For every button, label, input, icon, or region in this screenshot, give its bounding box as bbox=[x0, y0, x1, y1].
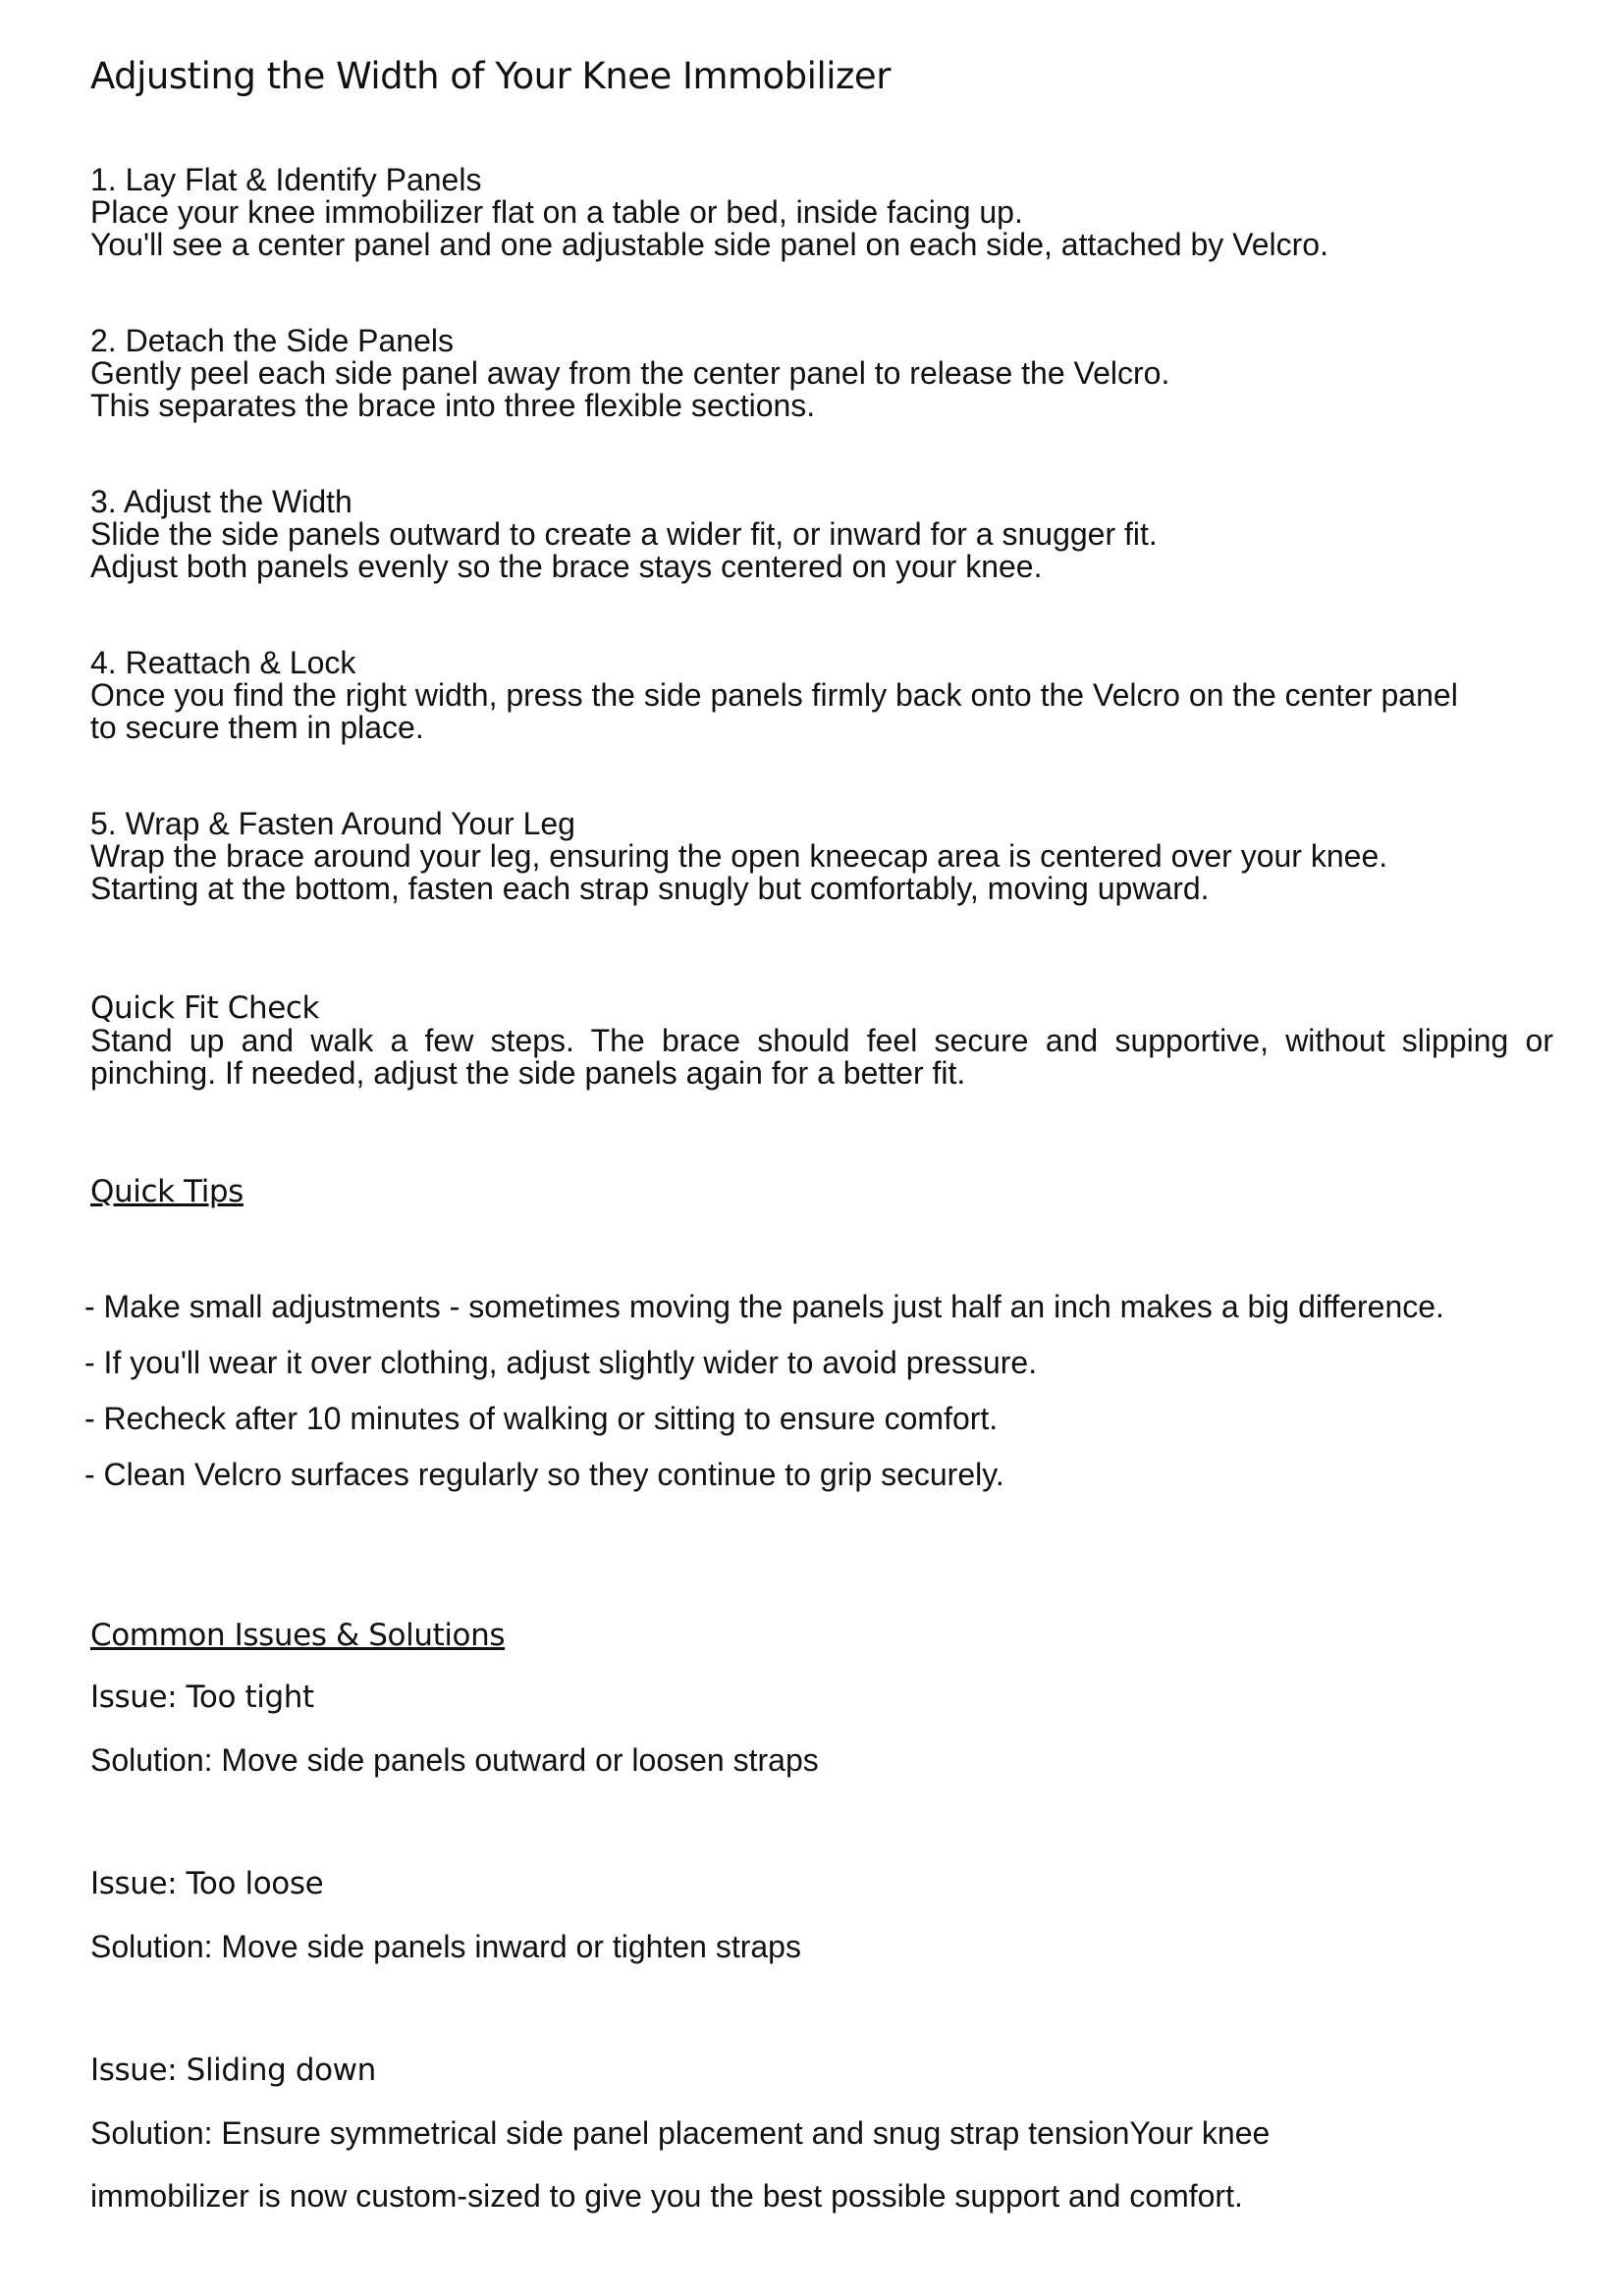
solution-text: Solution: Move side panels inward or tighten straps bbox=[90, 1929, 801, 1964]
closing-text: immobilizer is now custom-sized to give you the best possible support and comfort. bbox=[90, 2178, 1243, 2214]
step-text: Slide the side panels outward to create a wider fit, or inward for a snugger fit. bbox=[90, 516, 1158, 552]
quick-tips-heading: Quick Tips bbox=[90, 1174, 244, 1209]
step-heading: 2. Detach the Side Panels bbox=[90, 323, 455, 358]
step-text: to secure them in place. bbox=[90, 710, 424, 745]
step-text: Wrap the brace around your leg, ensuring the open kneecap area is centered over your knee. bbox=[90, 838, 1388, 874]
step-heading: 4. Reattach & Lock bbox=[90, 645, 356, 680]
solution-text: Solution: Ensure symmetrical side panel placement and snug strap tensionYour knee bbox=[90, 2115, 1271, 2151]
step-2 bbox=[90, 325, 1563, 422]
step-text: Starting at the bottom, fasten each strap snugly but comfortably, moving upward. bbox=[90, 871, 1210, 906]
list-item: - Make small adjustments - sometimes moving the panels just half an inch makes a big difference. bbox=[84, 1289, 1444, 1324]
step-text: You'll see a center panel and one adjustable side panel on each side, attached by Velcro. bbox=[90, 227, 1328, 262]
step-5 bbox=[90, 808, 1563, 905]
step-3 bbox=[90, 486, 1563, 583]
issue-label: Issue: Sliding down bbox=[90, 2053, 376, 2088]
quick-fit-check bbox=[90, 992, 1553, 1090]
list-item: - Recheck after 10 minutes of walking or sitting to ensure comfort. bbox=[84, 1401, 999, 1436]
quick-fit-body: Stand up and walk a few steps. The brace should feel secure and supportive, without slipping or pinching. If needed, adjust the side panels again for a better fit. bbox=[90, 1023, 1553, 1091]
page-title: Adjusting the Width of Your Knee Immobilizer bbox=[90, 55, 891, 97]
issue-label: Issue: Too tight bbox=[90, 1680, 314, 1715]
list-item: - Clean Velcro surfaces regularly so they continue to grip securely. bbox=[84, 1457, 1004, 1492]
step-text: Adjust both panels evenly so the brace stays centered on your knee. bbox=[90, 549, 1043, 584]
step-4 bbox=[90, 647, 1563, 744]
step-heading: 3. Adjust the Width bbox=[90, 484, 352, 519]
issue-label: Issue: Too loose bbox=[90, 1866, 324, 1901]
common-issues-heading: Common Issues & Solutions bbox=[90, 1618, 506, 1653]
list-item: - If you'll wear it over clothing, adjust slightly wider to avoid pressure. bbox=[84, 1345, 1038, 1380]
step-text: Gently peel each side panel away from the center panel to release the Velcro. bbox=[90, 355, 1170, 391]
step-1 bbox=[90, 164, 1563, 261]
quick-tips-list bbox=[84, 1279, 1444, 1503]
step-heading: 5. Wrap & Fasten Around Your Leg bbox=[90, 806, 575, 841]
step-text: Place your knee immobilizer flat on a table or bed, inside facing up. bbox=[90, 194, 1023, 230]
step-text: This separates the brace into three flexible sections. bbox=[90, 388, 816, 423]
step-text: Once you find the right width, press the side panels firmly back onto the Velcro on the center panel bbox=[90, 677, 1458, 713]
quick-fit-heading: Quick Fit Check bbox=[90, 990, 320, 1026]
step-heading: 1. Lay Flat & Identify Panels bbox=[90, 162, 482, 197]
solution-text: Solution: Move side panels outward or loosen straps bbox=[90, 1742, 819, 1778]
